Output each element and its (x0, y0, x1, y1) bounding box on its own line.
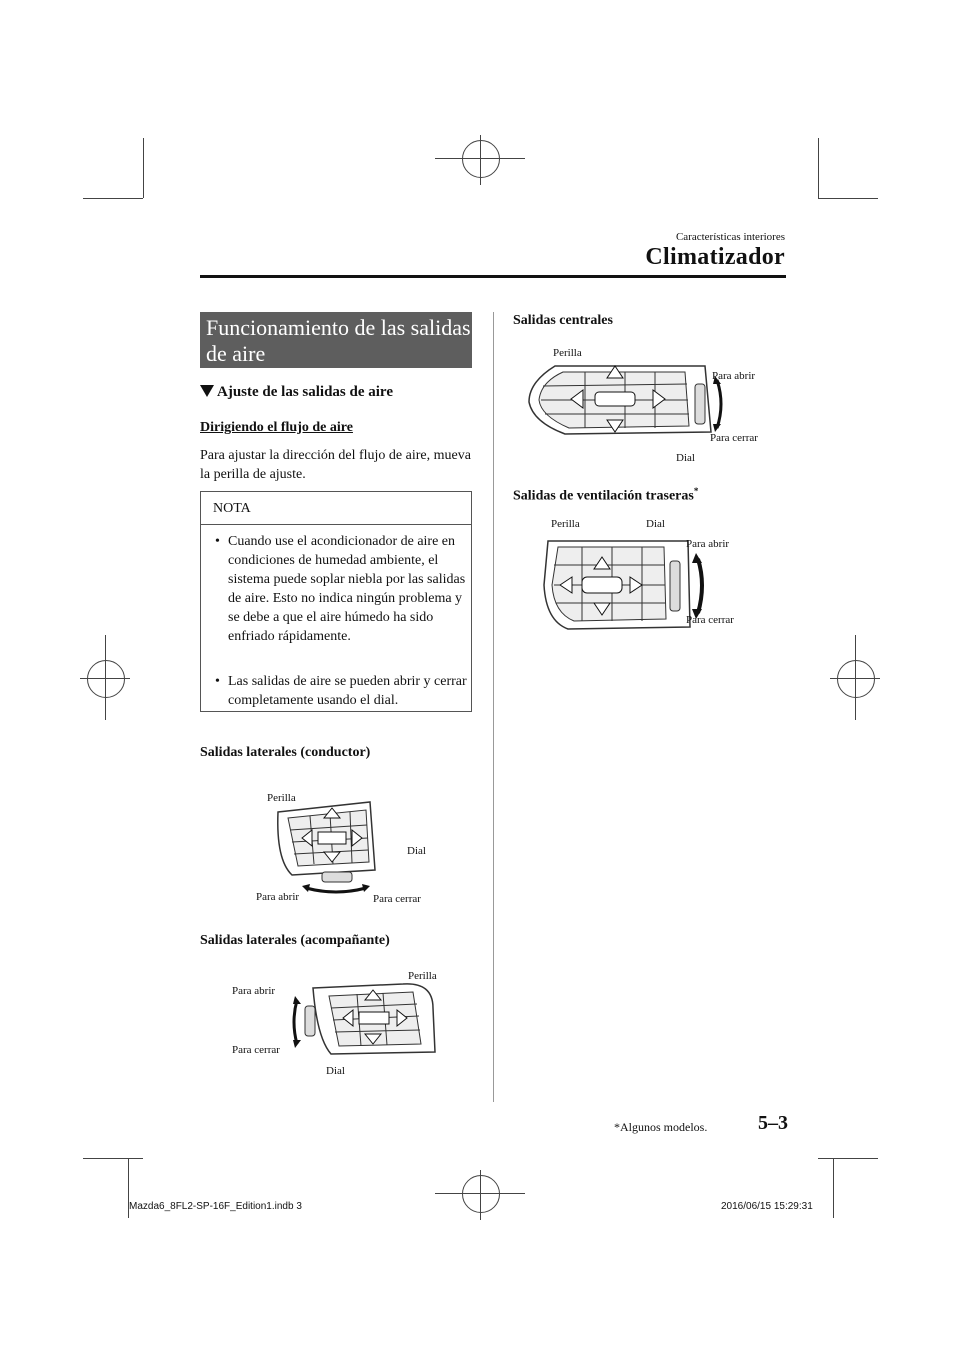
note-item-text: Las salidas de aire se pueden abrir y cerrar completamente usando el dial. (228, 674, 467, 708)
subheading-text: Ajuste de las salidas de aire (217, 384, 393, 400)
label-open: Para abrir (256, 891, 300, 903)
asterisk-mark: * (693, 486, 699, 496)
subheading (200, 384, 393, 401)
label-knob: Perilla (408, 970, 437, 982)
label-open: Para abrir (712, 370, 756, 382)
bullet-icon: • (215, 674, 220, 689)
label-open: Para abrir (232, 985, 276, 997)
label-close: Para cerrar (232, 1044, 280, 1056)
label-dial: Dial (646, 518, 665, 530)
note-title: NOTA (213, 501, 251, 516)
label-knob: Perilla (553, 347, 582, 359)
column-divider (493, 312, 494, 1102)
note-item (215, 672, 467, 710)
figure-caption: Salidas laterales (conductor) (200, 745, 371, 760)
label-close: Para cerrar (686, 614, 734, 626)
triangle-marker-icon (200, 385, 214, 397)
label-close: Para cerrar (710, 432, 758, 444)
imprint-date: 2016/06/15 15:29:31 (721, 1201, 813, 1212)
note-box (200, 491, 472, 712)
label-close: Para cerrar (373, 893, 421, 905)
note-divider (201, 524, 471, 525)
body-paragraph: Para ajustar la dirección del flujo de aire, mueva la perilla de ajuste. (200, 448, 471, 482)
label-open: Para abrir (686, 538, 730, 550)
note-item (215, 532, 467, 646)
page-number: 5–3 (758, 1112, 788, 1134)
figure-caption (513, 486, 698, 505)
imprint-filename: Mazda6_8FL2-SP-16F_Edition1.indb 3 (129, 1201, 302, 1212)
caption-text: Salidas de ventilación traseras (513, 488, 694, 504)
figure-caption: Salidas centrales (513, 313, 613, 328)
side-vent-passenger-illustration (283, 978, 453, 1068)
label-knob: Perilla (267, 792, 296, 804)
section-heading: Funcionamiento de las salidas de aire (200, 312, 472, 368)
footnote: *Algunos modelos. (614, 1120, 708, 1134)
label-dial: Dial (326, 1065, 345, 1077)
label-dial: Dial (407, 845, 426, 857)
note-item-text: Cuando use el acondicionador de aire en condiciones de humedad ambiente, el sistema puede soplar niebla por las salidas de aire. Esto no indica ningún problema y se debe a que el aire húmedo ha sido enfriado rápidamente. (228, 534, 466, 644)
header-rule (200, 275, 786, 278)
side-vent-driver-illustration (270, 800, 470, 910)
label-knob: Perilla (551, 518, 580, 530)
section-title: Características interiores (675, 231, 785, 243)
label-dial: Dial (676, 452, 695, 464)
chapter-title: Climatizador (645, 244, 785, 270)
bullet-icon: • (215, 534, 220, 549)
topic-heading: Dirigiendo el flujo de aire (200, 420, 353, 435)
figure-caption: Salidas laterales (acompañante) (200, 933, 390, 948)
